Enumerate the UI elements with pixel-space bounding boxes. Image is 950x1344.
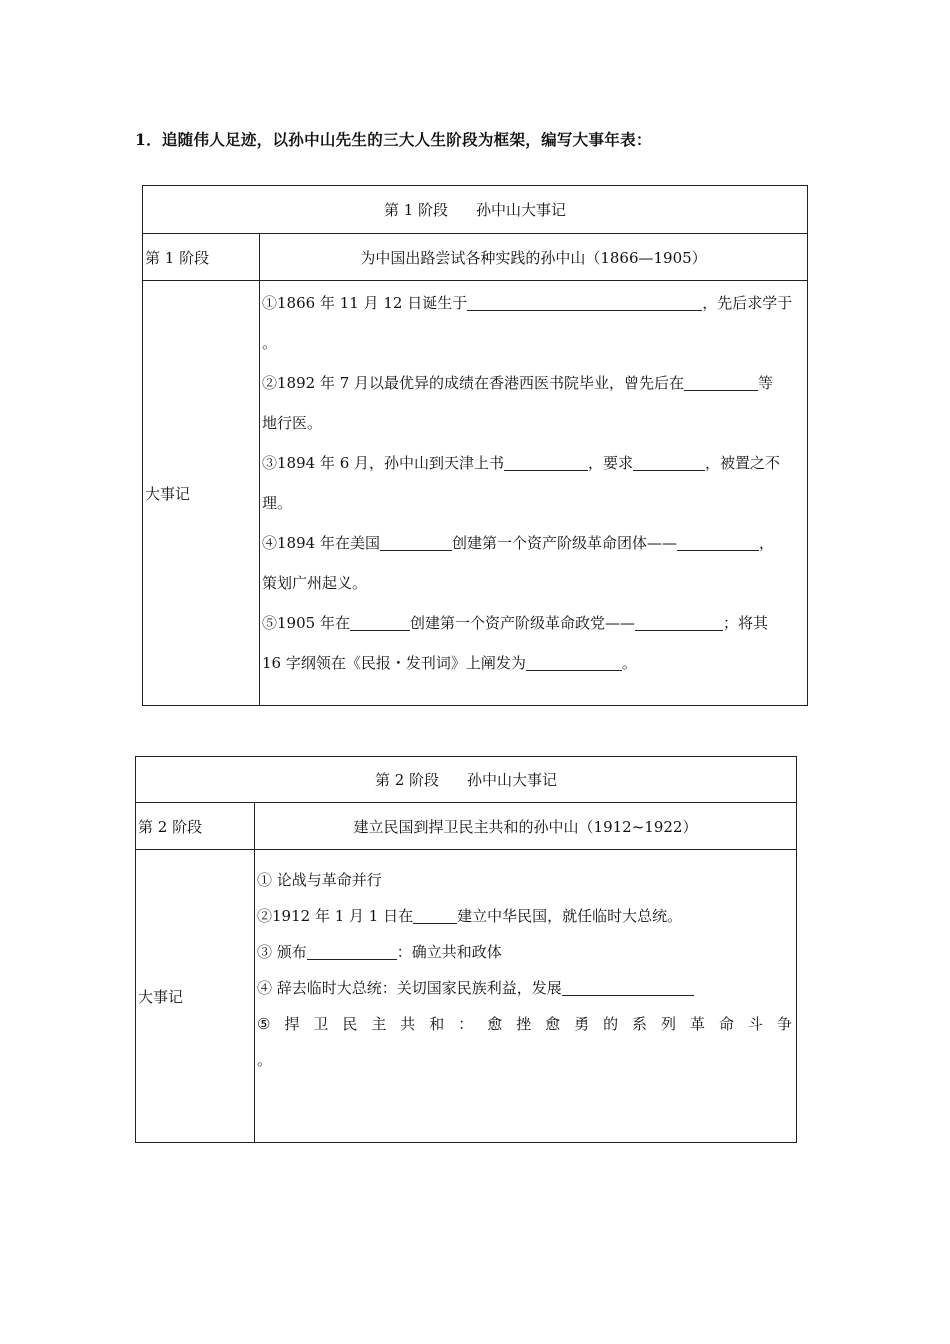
stage1-desc: 为中国出路尝试各种实践的孙中山（1866—1905） [260,234,808,281]
blank-field[interactable] [526,655,622,671]
stage2-event-5-cont: 。 [257,1051,273,1069]
question-text: 1．追随伟人足迹，以孙中山先生的三大人生阶段为框架，编写大事年表： [135,130,652,149]
stage1-event-1-cont: 。 [262,334,278,352]
stage1-event-1: ①1866 年 11 月 12 日诞生于 ，先后求学于 [262,294,793,312]
stage1-event-5-cont: 16 字纲领在《民报・发刊词》上阐发为 。 [262,654,637,672]
stage2-event-1: ① 论战与革命并行 [257,871,382,889]
blank-field[interactable] [562,980,694,996]
stage2-events [255,850,797,1143]
stage1-events-label: 大事记 [143,281,260,706]
stage1-event-4: ④1894 年在美国 创建第一个资产阶级革命团体—— ， [262,534,774,552]
blank-field[interactable] [307,944,397,960]
stage1-title-a: 第 1 阶段 [383,201,449,219]
stage2-table [135,756,797,1143]
stage1-event-3-cont: 理。 [262,494,293,512]
stage2-events-label: 大事记 [136,850,255,1143]
stage2-title-a: 第 2 阶段 [374,771,440,789]
blank-field[interactable] [413,908,457,924]
stage2-event-4: ④ 辞去临时大总统：关切国家民族利益，发展 [257,970,796,1006]
stage2-event-3: ③ 颁布 ：确立共和政体 [257,943,502,961]
stage1-event-2: ②1892 年 7 月以最优异的成绩在香港西医书院毕业，曾先后在 等 [262,374,774,392]
blank-field[interactable] [635,615,723,631]
stage1-events [260,281,808,706]
stage2-desc: 建立民国到捍卫民主共和的孙中山（1912~1922） [255,803,797,850]
blank-field[interactable] [467,295,702,311]
stage1-event-4-cont: 策划广州起义。 [262,574,368,592]
stage1-event-2-cont: 地行医。 [262,414,323,432]
stage1-table [142,185,808,706]
blank-field[interactable] [350,615,410,631]
blank-field[interactable] [380,535,452,551]
stage2-event-5: ⑤ 捍 卫 民 主 共 和 ： 愈 挫 愈 勇 的 系 列 革 命 斗 争 [257,1015,792,1033]
blank-field[interactable] [633,455,705,471]
stage1-event-3: ③1894 年 6 月，孙中山到天津上书 ，要求 ，被置之不 [262,454,781,472]
stage2-title-b: 孙中山大事记 [467,771,558,789]
stage2-event-2: ②1912 年 1 月 1 日在 建立中华民国，就任临时大总统。 [257,907,683,925]
stage2-title [136,757,797,803]
blank-field[interactable] [684,375,758,391]
stage2-label: 第 2 阶段 [136,803,255,850]
stage1-event-5: ⑤1905 年在 创建第一个资产阶级革命政党—— ；将其 [262,614,768,632]
blank-field[interactable] [504,455,588,471]
stage1-title [143,186,808,234]
stage1-title-b: 孙中山大事记 [476,201,567,219]
stage1-label: 第 1 阶段 [143,234,260,281]
blank-field[interactable] [677,535,759,551]
